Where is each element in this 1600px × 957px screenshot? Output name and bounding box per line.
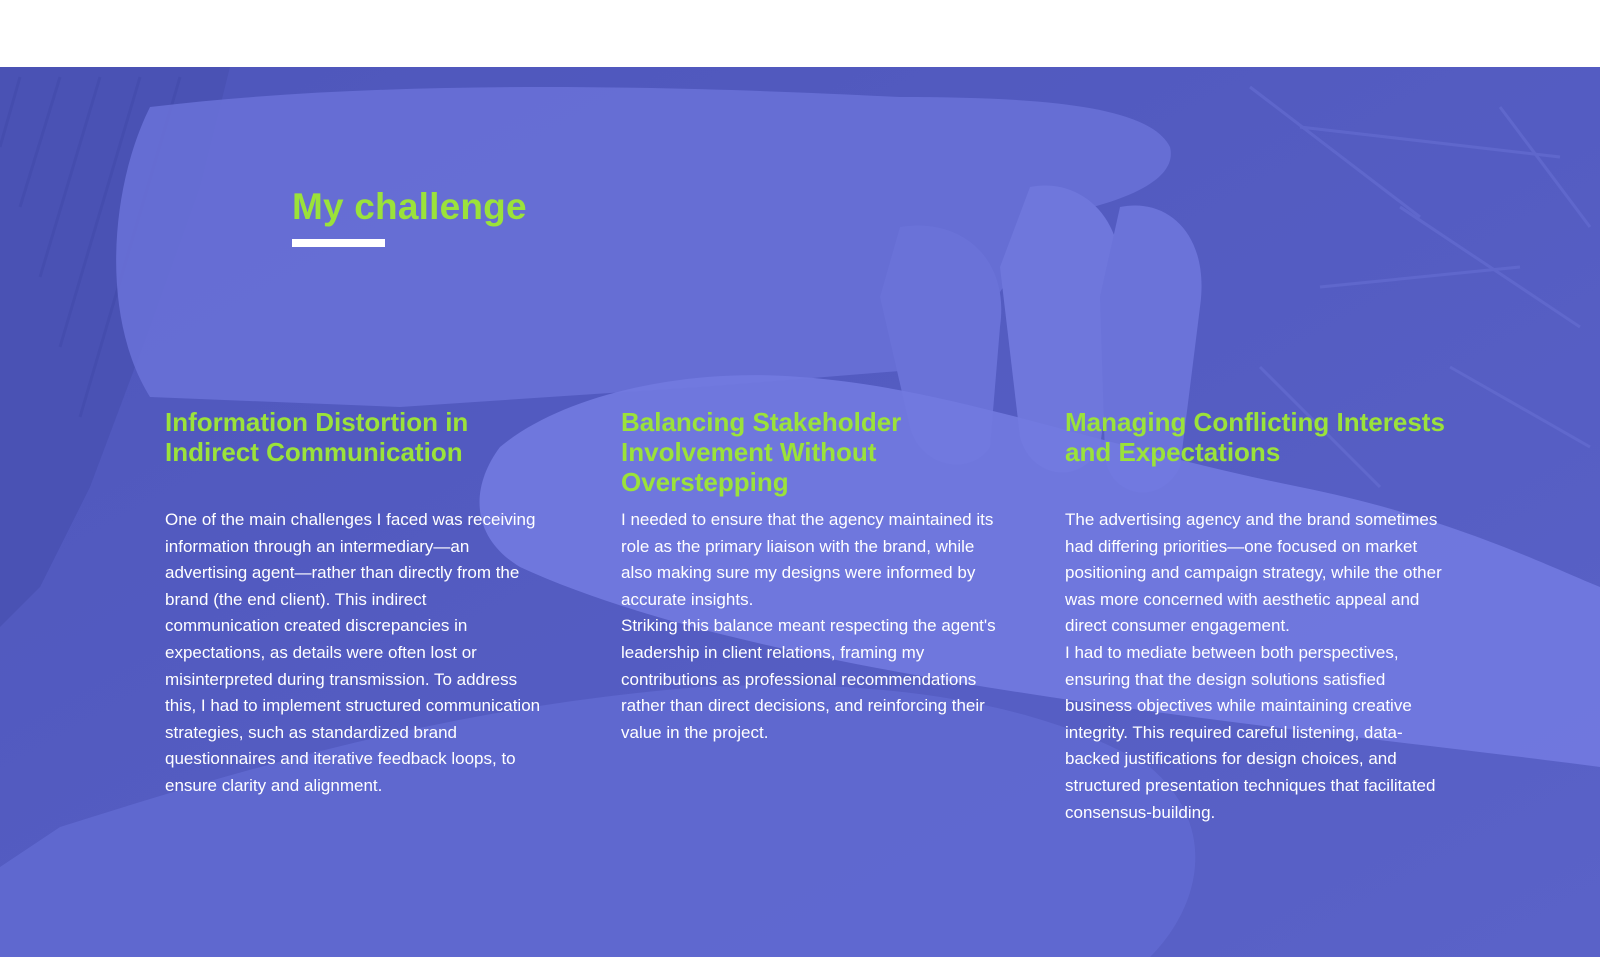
challenge-column-1 — [165, 407, 545, 800]
challenge-body: One of the main challenges I faced was receiving information through an intermediary—an advertising agent—rather than directly from the brand (the end client). This indirect communication created discrepancies in expectations, as details were often lost or misinterpreted during transmission. To address this, I had to implement structured communication strategies, such as standardized brand questionnaires and iterative feedback loops, to ensure clarity and alignment. — [165, 510, 541, 795]
challenge-section — [0, 67, 1600, 957]
challenge-heading: Information Distortion in Indirect Communication — [165, 407, 469, 467]
challenge-body: The advertising agency and the brand sometimes had differing priorities—one focused on market positioning and campaign strategy, while the other was more concerned with aesthetic appeal and direct consumer engagement. I had to mediate between both perspectives, ensuring that the design solutions satisfied business objectives while maintaining creative integrity. This required careful listening, data-backed justifications for design choices, and structured presentation techniques that facilitated consensus-building. — [1065, 510, 1442, 822]
challenge-heading: Balancing Stakeholder Involvement Without Overstepping — [621, 407, 902, 497]
challenge-column-2 — [621, 407, 1001, 746]
section-title: My challenge — [292, 186, 527, 227]
title-underline — [292, 239, 385, 247]
challenge-heading: Managing Conflicting Interests and Expectations — [1065, 407, 1445, 467]
challenge-column-3 — [1065, 407, 1450, 826]
challenge-body: I needed to ensure that the agency maintained its role as the primary liaison with the brand, while also making sure my designs were informed by accurate insights. Striking this balance meant respecting the agent's leadership in client relations, framing my contributions as professional recommendations rather than direct decisions, and reinforcing their value in the project. — [621, 510, 996, 742]
